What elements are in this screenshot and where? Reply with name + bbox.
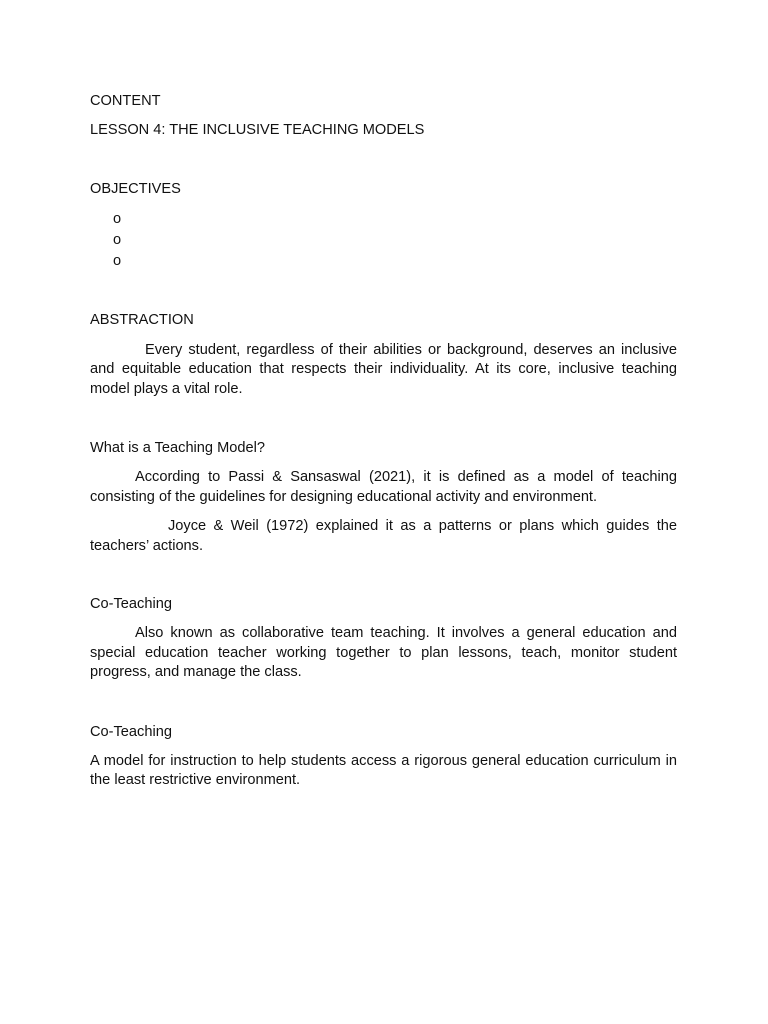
abstraction-paragraph: Every student, regardless of their abilities or background, deserves an inclusive and equitable education that respects their individuality. At its core, inclusive teaching model plays a vital role. — [90, 341, 677, 397]
objective-bullet: o — [113, 211, 122, 228]
lesson-title: LESSON 4: THE INCLUSIVE TEACHING MODELS — [90, 122, 425, 139]
coteaching-model-paragraph: A model for instruction to help students access a rigorous general education curriculum in the least restrictive environment. — [90, 752, 677, 789]
coteaching-heading-second: Co-Teaching — [90, 723, 172, 740]
objectives-heading: OBJECTIVES — [90, 180, 181, 197]
coteaching-heading: Co-Teaching — [90, 595, 172, 612]
objectives-list — [90, 209, 677, 271]
objective-bullet: o — [113, 252, 122, 269]
teaching-model-definition-paragraph: According to Passi & Sansaswal (2021), it is defined as a model of teaching consisting of the guidelines for designing educational activity and environment. — [90, 469, 677, 505]
teaching-model-heading: What is a Teaching Model? — [90, 439, 265, 456]
objective-bullet: o — [113, 231, 122, 248]
content-heading: CONTENT — [90, 93, 161, 109]
document-page — [90, 92, 677, 791]
coteaching-description-paragraph: Also known as collaborative team teaching. It involves a general education and special education teacher working together to plan lessons, teach, monitor student progress, and manage the class. — [90, 625, 677, 681]
teaching-model-explanation-paragraph: Joyce & Weil (1972) explained it as a patterns or plans which guides the teachers’ actions. — [90, 518, 677, 554]
abstraction-heading: ABSTRACTION — [90, 312, 194, 329]
